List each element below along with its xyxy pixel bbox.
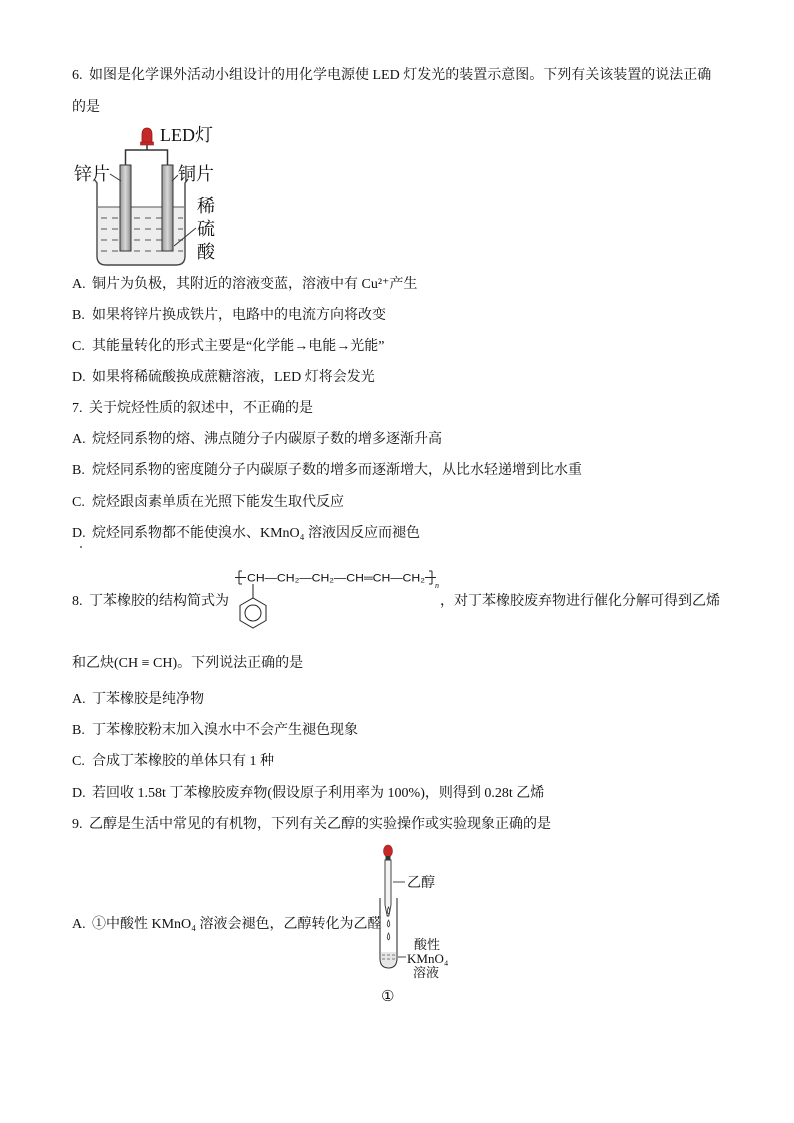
q6-stem-text-2: 的是 [72,100,100,115]
option-text: 若回收 1.58t 丁苯橡胶废弃物(假设原子利用率为 100%)，则得到 0.28t 乙烯 [92,786,545,801]
q9-number: 9. [72,817,83,832]
q9-option-a [72,915,382,935]
option-text: 如果将锌片换成铁片，电路中的电流方向将改变 [92,308,386,323]
q8-stem-prefix [72,592,229,612]
option-text: 丁苯橡胶粉末加入溴水中不会产生褪色现象 [92,723,358,738]
option-label: B. [72,723,85,738]
q6-option-c [72,337,384,357]
dropper-icon [384,845,393,916]
q8-option-a [72,690,204,710]
q7-stem-text: 关于烷烃性质的叙述中，不正确的是 [89,401,313,416]
option-label: A. [72,692,86,707]
q7-option-c [72,493,344,513]
option-text: 烷烃跟卤素单质在光照下能发生取代反应 [92,495,344,510]
q7-option-a [72,430,442,450]
option-label: D. [72,526,86,541]
copper-electrode [162,165,173,251]
reagent-label-1: 酸性 [414,937,441,952]
acid-label-3: 酸 [197,242,215,262]
acid-label-1: 稀 [197,196,215,216]
repeat-n: n [435,581,439,590]
option-text: 合成丁苯橡胶的单体只有 1 种 [92,754,274,769]
q8-stem-suffix [440,592,720,612]
option-text: 其能量转化的形式主要是“化学能→电能→光能” [92,339,385,354]
q9-stem [72,815,551,835]
q7-number: 7. [72,401,83,416]
reagent-label-2: KMnO₄ [407,951,449,966]
q6-option-a [72,275,417,295]
led-bulb-icon [141,128,154,150]
ethanol-kmno4-figure [368,840,458,1008]
led-label: LED灯 [160,125,213,145]
q8-number: 8. [72,594,83,609]
q6-option-b [72,306,386,326]
q8-stem-text: 丁苯橡胶的结构简式为 [89,594,229,609]
option-label: A. [72,917,86,932]
option-label: C. [72,339,85,354]
q6-stem-line1 [72,66,711,86]
styrene-butadiene-rubber-structure [232,568,447,636]
copper-label: 铜片 [178,164,214,184]
q8-line2-prefix: 和乙炔 [72,656,114,671]
zinc-electrode [120,165,131,251]
option-label: B. [72,308,85,323]
acetylene-formula: (CH ≡ CH) [114,656,178,671]
acid-label-2: 硫 [197,219,215,239]
kmno4-solution [381,952,396,967]
figure-caption: ① [381,989,395,1005]
q8-line2-suffix: 。下列说法正确的是 [177,656,304,671]
stray-dot [80,546,82,548]
q9-stem-text: 乙醇是生活中常见的有机物，下列有关乙醇的实验操作或实验现象正确的是 [89,817,551,832]
q7-stem [72,399,313,419]
q6-stem-text: 如图是化学课外活动小组设计的用化学电源使 LED 灯发光的装置示意图。下列有关该装置的说法正确 [89,68,712,83]
left-bracket [235,571,246,584]
q8-option-b [72,721,358,741]
q6-stem-line2 [72,98,100,118]
ethanol-label: 乙醇 [407,876,435,891]
galvanic-cell-figure [60,118,235,270]
option-text: 丁苯橡胶是纯净物 [92,692,204,707]
reagent-label-3: 溶液 [413,965,440,980]
q8-stem-line2 [72,654,303,674]
option-text: 烷烃同系物都不能使溴水、KMnO₄ 溶液因反应而褪色 [92,526,421,541]
q8-option-d [72,784,544,804]
option-text: 烷烃同系物的密度随分子内碳原子数的增多而逐渐增大，从比水轻递增到比水重 [92,463,582,478]
q8-option-c [72,752,274,772]
q7-option-d [72,524,420,544]
option-label: B. [72,463,85,478]
zinc-label: 锌片 [74,164,110,184]
q7-option-b [72,461,582,481]
option-text: 如果将稀硫酸换成蔗糖溶液，LED 灯将会发光 [92,370,375,385]
circuit-wire [126,150,168,166]
q8-stem-suffix-text: ，对丁苯橡胶废弃物进行催化分解可得到乙烯 [440,594,720,609]
option-label: C. [72,754,85,769]
option-label: D. [72,370,86,385]
option-label: A. [72,277,86,292]
option-label: C. [72,495,85,510]
polymer-chain: CH—CH₂—CH₂—CH═CH—CH₂ [247,572,425,585]
option-label: D. [72,786,86,801]
benzene-ring-icon [240,598,266,628]
q6-option-d [72,368,375,388]
option-text: ①中酸性 KMnO₄ 溶液会褪色，乙醇转化为乙醛 [92,917,382,932]
option-text: 铜片为负极，其附近的溶液变蓝，溶液中有 Cu²⁺产生 [92,277,418,292]
option-label: A. [72,432,86,447]
q6-number: 6. [72,68,83,83]
option-text: 烷烃同系物的熔、沸点随分子内碳原子数的增多逐渐升高 [92,432,442,447]
